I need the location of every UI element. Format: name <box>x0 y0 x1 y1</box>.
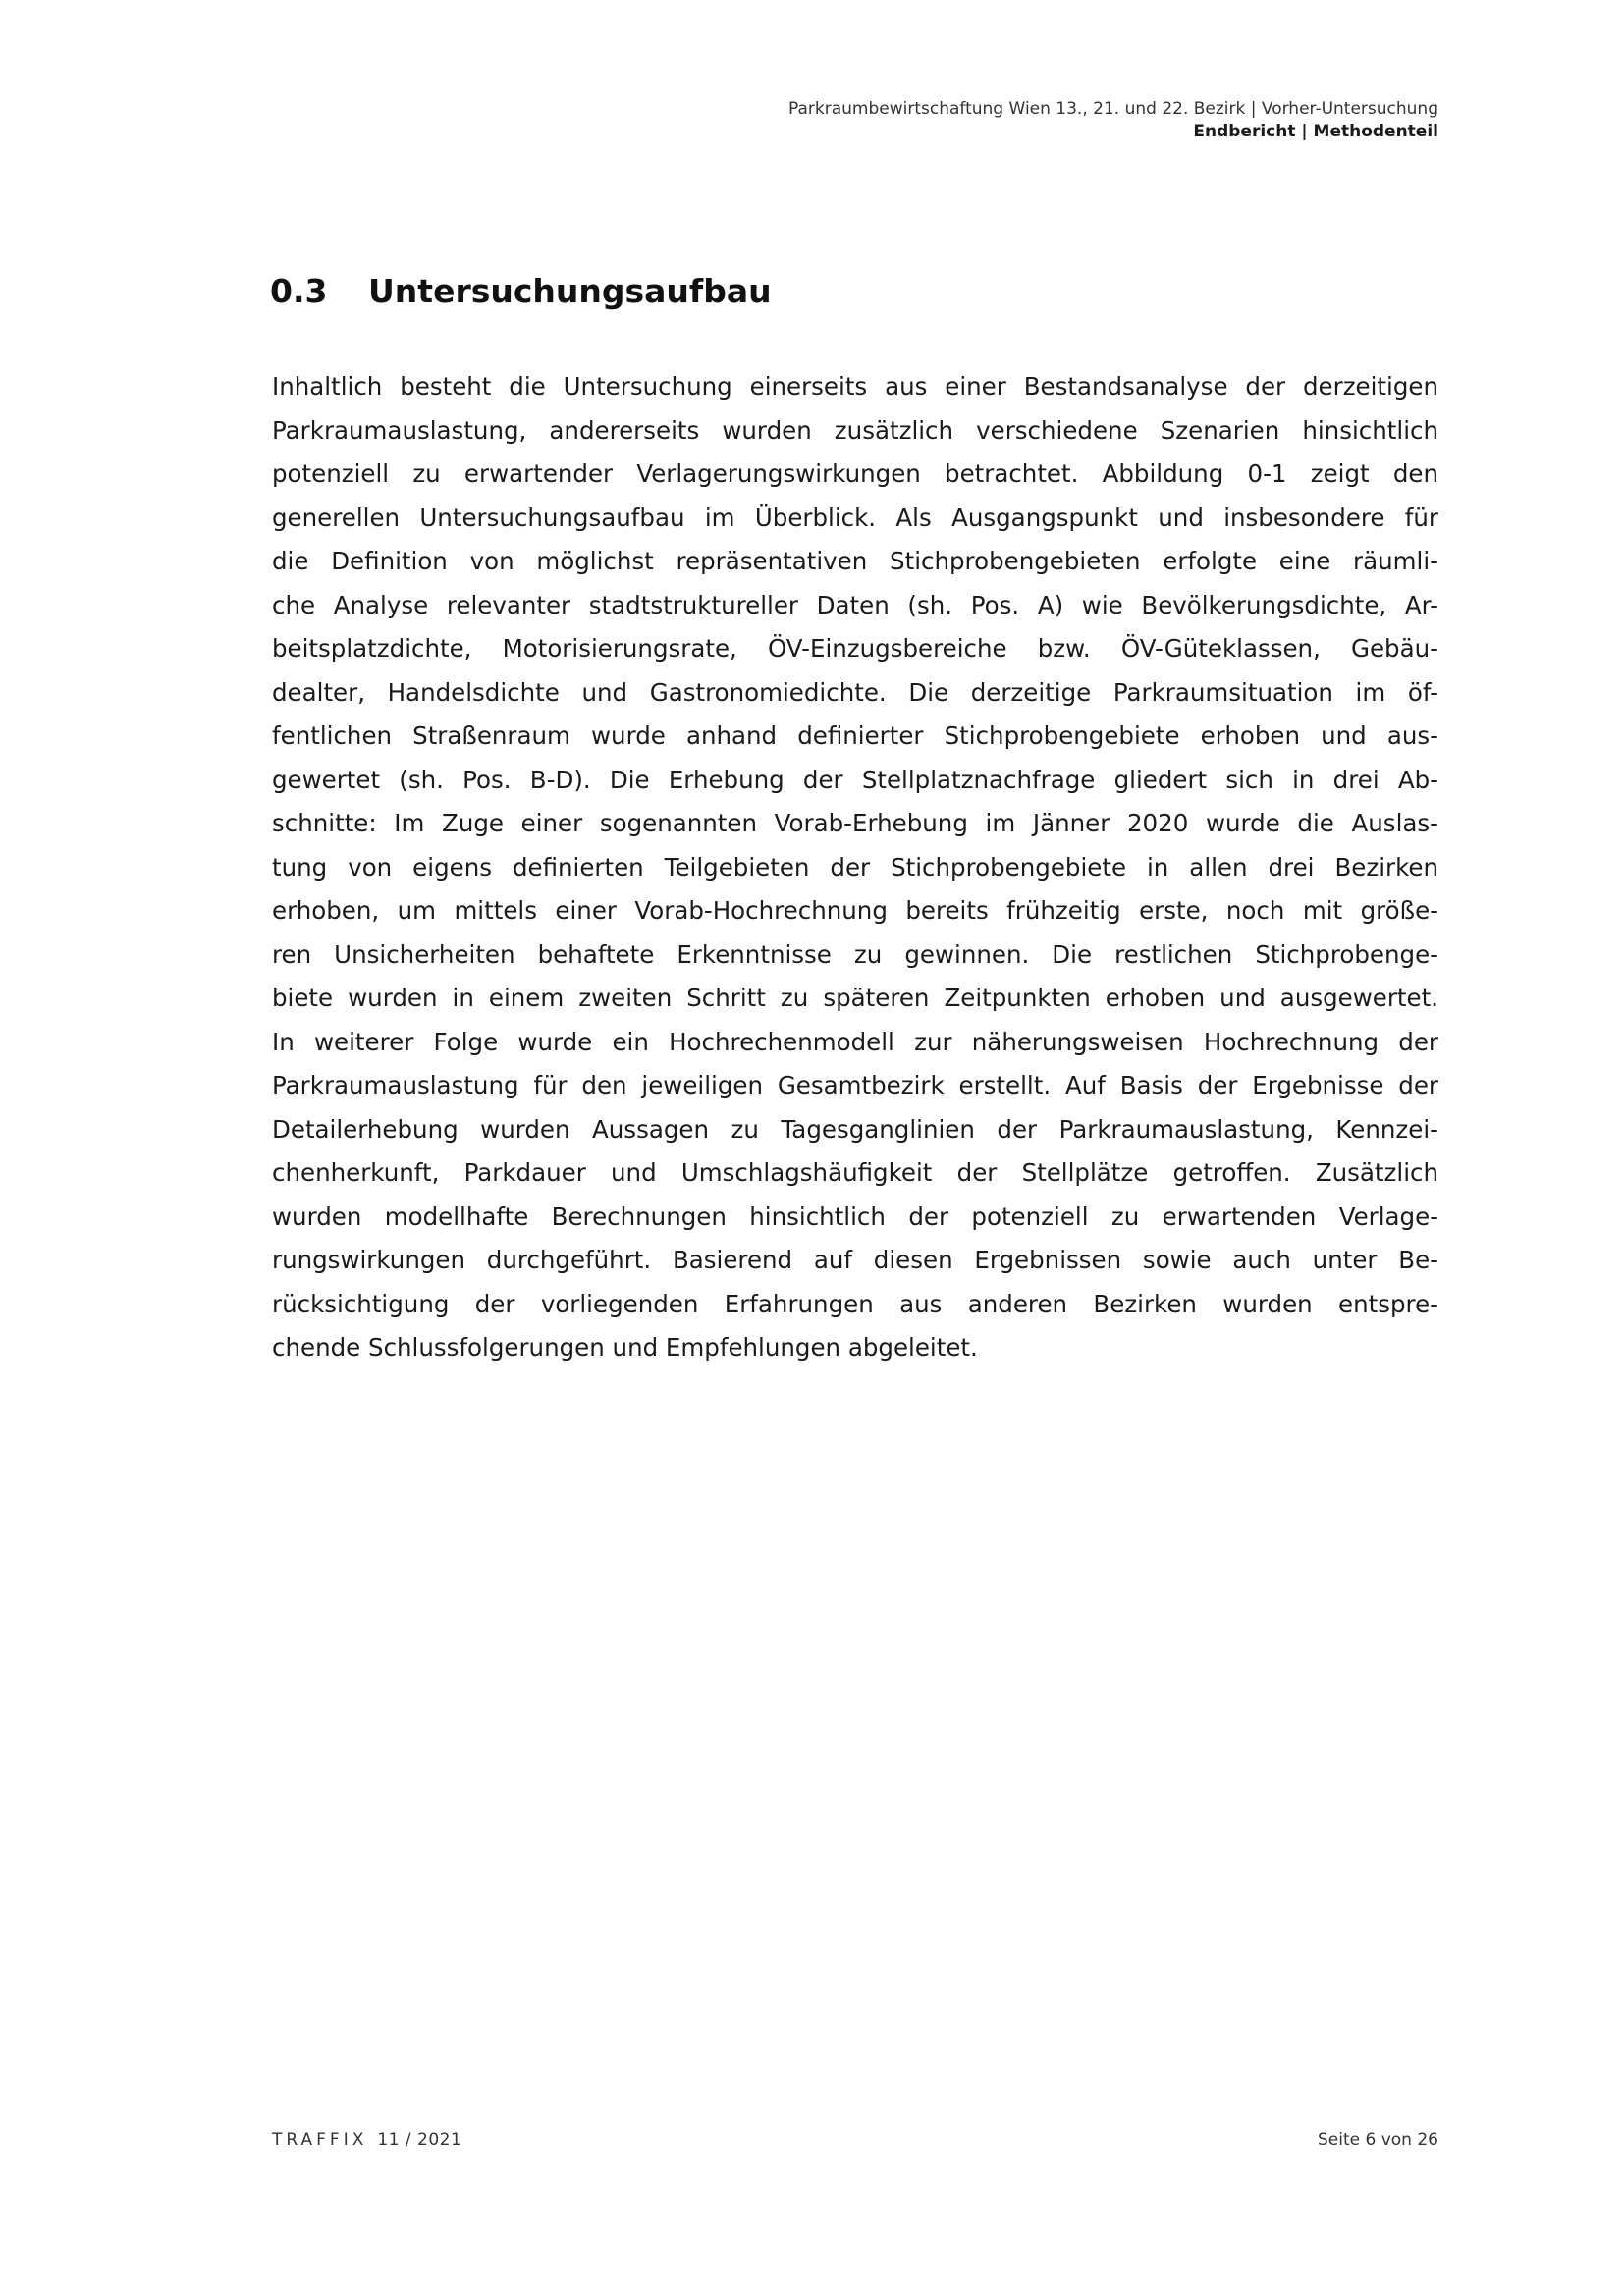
paragraph-line: erhoben, um mittels einer Vorab-Hochrechnung bereits frühzeitig erste, noch mit größe- <box>272 896 1438 925</box>
header-line-title: Parkraumbewirtschaftung Wien 13., 21. und 22. Bezirk | Vorher-Untersuchung <box>788 99 1438 119</box>
section-title: Untersuchungsaufbau <box>368 272 772 310</box>
paragraph-line: fentlichen Straßenraum wurde anhand definierter Stichprobengebiete erhoben und aus- <box>272 721 1438 750</box>
paragraph-line: In weiterer Folge wurde ein Hochrechenmodell zur näherungsweisen Hochrechnung der <box>272 1027 1438 1056</box>
paragraph-line: dealter, Handelsdichte und Gastronomiedichte. Die derzeitige Parkraumsituation im öf- <box>272 677 1438 707</box>
paragraph-line: rungswirkungen durchgeführt. Basierend auf diesen Ergebnissen sowie auch unter Be- <box>272 1246 1438 1274</box>
paragraph-line: biete wurden in einem zweiten Schritt zu späteren Zeitpunkten erhoben und ausgewertet. <box>272 984 1438 1012</box>
paragraph-line: che Analyse relevanter stadtstruktureller Daten (sh. Pos. A) wie Bevölkerungsdichte, Ar- <box>272 590 1438 619</box>
paragraph-line: Detailerhebung wurden Aussagen zu Tagesganglinien der Parkraumauslastung, Kennzei- <box>272 1114 1438 1144</box>
paragraph-line: die Definition von möglichst repräsentativen Stichprobengebieten erfolgte eine räumli- <box>272 547 1438 575</box>
section-heading <box>270 272 772 310</box>
paragraph-line: schnitte: Im Zuge einer sogenannten Vorab-Erhebung im Jänner 2020 wurde die Auslas- <box>272 809 1438 837</box>
paragraph-line: beitsplatzdichte, Motorisierungsrate, ÖV-Einzugsbereiche bzw. ÖV-Güteklassen, Gebäu- <box>272 634 1438 663</box>
paragraph-line: wurden modellhafte Berechnungen hinsichtlich der potenziell zu erwartenden Verlage- <box>272 1201 1438 1231</box>
paragraph-line: potenziell zu erwartender Verlagerungswirkungen betrachtet. Abbildung 0-1 zeigt den <box>272 459 1438 488</box>
footer-brand-date <box>272 2130 461 2150</box>
footer-date: 11 / 2021 <box>377 2130 462 2150</box>
paragraph-line: tung von eigens definierten Teilgebieten der Stichprobengebiete in allen drei Bezirken <box>272 852 1438 881</box>
paragraph-line: rücksichtigung der vorliegenden Erfahrungen aus anderen Bezirken wurden entspre- <box>272 1289 1438 1318</box>
paragraph-line: chenherkunft, Parkdauer und Umschlagshäufigkeit der Stellplätze getroffen. Zusätzlich <box>272 1158 1438 1187</box>
body-paragraph <box>272 365 1438 1370</box>
running-header <box>457 98 1438 143</box>
page-number: Seite 6 von 26 <box>1318 2130 1438 2150</box>
paragraph-line: generellen Untersuchungsaufbau im Überblick. Als Ausgangspunkt und insbesondere für <box>272 503 1438 532</box>
section-number: 0.3 <box>270 272 328 310</box>
paragraph-line: ren Unsicherheiten behaftete Erkenntnisse zu gewinnen. Die restlichen Stichprobenge- <box>272 939 1438 969</box>
header-line-section: Endbericht | Methodenteil <box>1193 122 1438 141</box>
paragraph-line: Parkraumauslastung für den jeweiligen Gesamtbezirk erstellt. Auf Basis der Ergebnisse der <box>272 1071 1438 1099</box>
paragraph-line: Parkraumauslastung, andererseits wurden zusätzlich verschiedene Szenarien hinsichtlich <box>272 415 1438 445</box>
paragraph-line: chende Schlussfolgerungen und Empfehlungen abgeleitet. <box>272 1333 978 1362</box>
paragraph-line: Inhaltlich besteht die Untersuchung einerseits aus einer Bestandsanalyse der derzeitigen <box>272 372 1438 400</box>
paragraph-line: gewertet (sh. Pos. B-D). Die Erhebung der Stellplatznachfrage gliedert sich in drei Ab- <box>272 765 1438 794</box>
footer-brand: TRAFFIX <box>272 2130 368 2150</box>
